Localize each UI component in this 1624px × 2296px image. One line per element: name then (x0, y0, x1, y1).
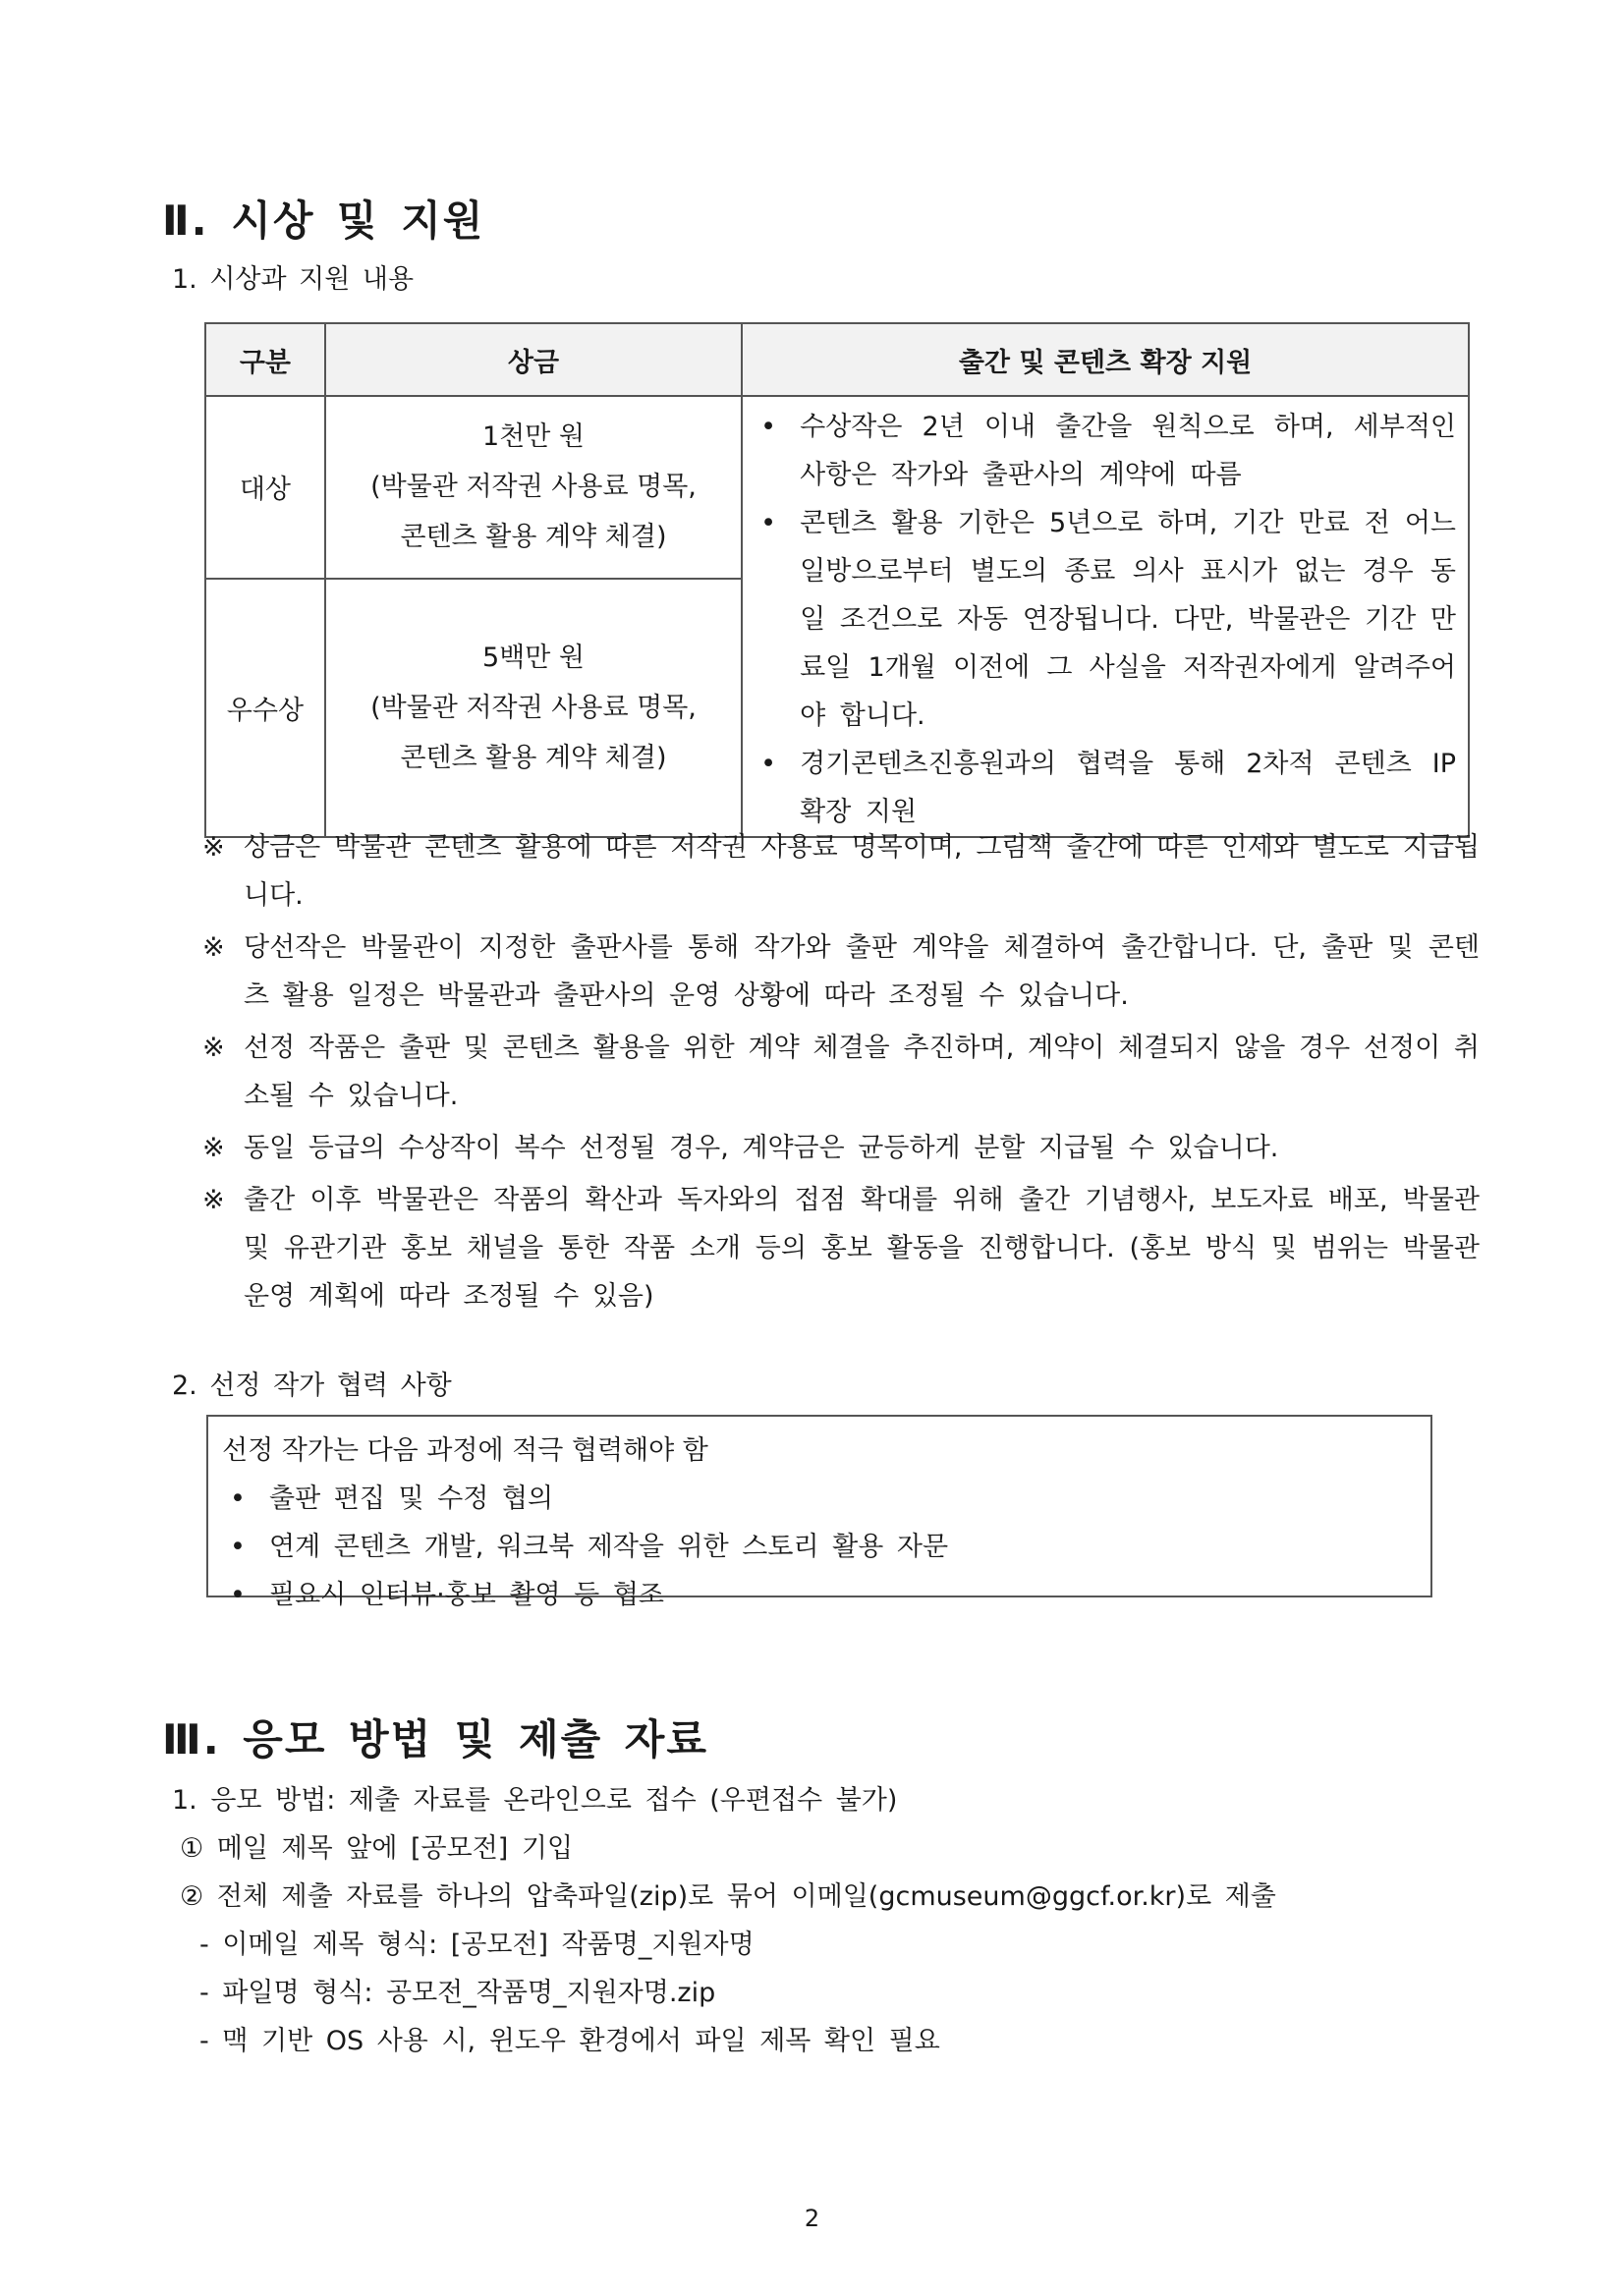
bullet-icon: • (760, 412, 777, 442)
support-text: 수상작은 2년 이내 출간을 원칙으로 하며, 세부적인 사항은 작가와 출판사의 계약에 따름 (800, 412, 1456, 490)
category-cell: 대상 (205, 396, 325, 579)
method-line: 1. 응모 방법: 제출 자료를 온라인으로 접수 (우편접수 불가) (172, 1785, 898, 1816)
note-text: 당선작은 박물관이 지정한 출판사를 통해 작가와 출판 계약을 체결하여 출간합니다. 단, 출판 및 콘텐츠 활용 일정은 박물관과 출판사의 운영 상황에 따라 조정될 수 있습니다. (244, 932, 1480, 1011)
reference-mark-icon: ※ (202, 932, 225, 963)
list-item (222, 1475, 1417, 1523)
prize-note: 콘텐츠 활용 계약 체결) (400, 742, 667, 773)
category-cell: 우수상 (205, 579, 325, 837)
section-2-heading: Ⅱ. 시상 및 지원 (162, 196, 485, 245)
note-item (202, 1176, 1480, 1320)
cooperation-box (206, 1415, 1432, 1610)
header-prize: 상금 (325, 323, 742, 396)
method-line: ① 메일 제목 앞에 [공모전] 기입 (180, 1833, 574, 1864)
method-line: - 맥 기반 OS 사용 시, 윈도우 환경에서 파일 제목 확인 필요 (199, 2026, 940, 2056)
prize-amount: 5백만 원 (481, 642, 585, 673)
cooperation-text: 필요시 인터뷰·홍보 촬영 등 협조 (269, 1580, 664, 1610)
support-text: 경기콘텐츠진흥원과의 협력을 통해 2차적 콘텐츠 IP 확장 지원 (800, 749, 1456, 827)
cooperation-text: 출판 편집 및 수정 협의 (269, 1484, 554, 1514)
page-number: 2 (804, 2205, 820, 2232)
table-header-row (205, 323, 1469, 396)
method-line: - 파일명 형식: 공모전_작품명_지원자명.zip (199, 1978, 716, 2008)
list-item (755, 499, 1456, 740)
notes-list (202, 823, 1480, 1324)
cooperation-list (222, 1475, 1417, 1619)
reference-mark-icon: ※ (202, 1133, 225, 1163)
reference-mark-icon: ※ (202, 1033, 225, 1063)
header-support: 출간 및 콘텐츠 확장 지원 (742, 323, 1469, 396)
support-list (755, 403, 1456, 836)
reference-mark-icon: ※ (202, 832, 225, 863)
note-text: 상금은 박물관 콘텐츠 활용에 따른 저작권 사용료 명목이며, 그림책 출간에 따른 인세와 별도로 지급됩니다. (244, 832, 1480, 911)
submission-method (172, 1776, 1276, 2065)
prize-note: 콘텐츠 활용 계약 체결) (400, 522, 667, 553)
subsection-2-heading: 2. 선정 작가 협력 사항 (172, 1371, 452, 1401)
prize-cell (325, 579, 742, 837)
list-item (755, 403, 1456, 499)
method-line: ② 전체 제출 자료를 하나의 압축파일(zip)로 묶어 이메일(gcmuseum@ggcf.or.kr)로 제출 (180, 1881, 1276, 1912)
note-text: 선정 작품은 출판 및 콘텐츠 활용을 위한 계약 체결을 추진하며, 계약이 체결되지 않을 경우 선정이 취소될 수 있습니다. (244, 1033, 1480, 1111)
list-item (222, 1571, 1417, 1619)
prize-note: (박물관 저작권 사용료 명목, (370, 692, 697, 723)
reference-mark-icon: ※ (202, 1185, 225, 1215)
support-cell (742, 396, 1469, 837)
prize-note: (박물관 저작권 사용료 명목, (370, 472, 697, 503)
method-line: - 이메일 제목 형식: [공모전] 작품명_지원자명 (199, 1930, 755, 1960)
support-text: 콘텐츠 활용 기한은 5년으로 하며, 기간 만료 전 어느 일방으로부터 별도의 종료 의사 표시가 없는 경우 동일 조건으로 자동 연장됩니다. 다만, 박물관은 기간 만료일 1개월 이전에 그 사실을 저작권자에게 알려주어야 합니다. (800, 508, 1456, 731)
list-item (755, 740, 1456, 836)
subsection-1-heading: 1. 시상과 지원 내용 (172, 264, 415, 295)
cooperation-text: 연계 콘텐츠 개발, 워크북 제작을 위한 스토리 활용 자문 (269, 1532, 949, 1562)
bullet-icon: • (230, 1532, 246, 1562)
prize-amount: 1천만 원 (481, 421, 585, 453)
note-item (202, 1024, 1480, 1120)
bullet-icon: • (760, 749, 777, 779)
bullet-icon: • (760, 508, 777, 538)
list-item (222, 1523, 1417, 1571)
bullet-icon: • (230, 1484, 246, 1514)
section-3-heading: Ⅲ. 응모 방법 및 제출 자료 (162, 1715, 708, 1764)
note-item (202, 1124, 1480, 1172)
table-row (205, 396, 1469, 579)
note-item (202, 823, 1480, 920)
bullet-icon: • (230, 1580, 246, 1610)
note-item (202, 924, 1480, 1020)
prize-table (204, 322, 1470, 838)
cooperation-intro: 선정 작가는 다음 과정에 적극 협력해야 함 (222, 1435, 708, 1466)
prize-cell (325, 396, 742, 579)
note-text: 출간 이후 박물관은 작품의 확산과 독자와의 접점 확대를 위해 출간 기념행사, 보도자료 배포, 박물관 및 유관기관 홍보 채널을 통한 작품 소개 등의 홍보 활동을 진행합니다. (홍보 방식 및 범위는 박물관 운영 계획에 따라 조정될 수 있음) (244, 1185, 1480, 1312)
header-category: 구분 (205, 323, 325, 396)
note-text: 동일 등급의 수상작이 복수 선정될 경우, 계약금은 균등하게 분할 지급될 수 있습니다. (244, 1133, 1279, 1163)
